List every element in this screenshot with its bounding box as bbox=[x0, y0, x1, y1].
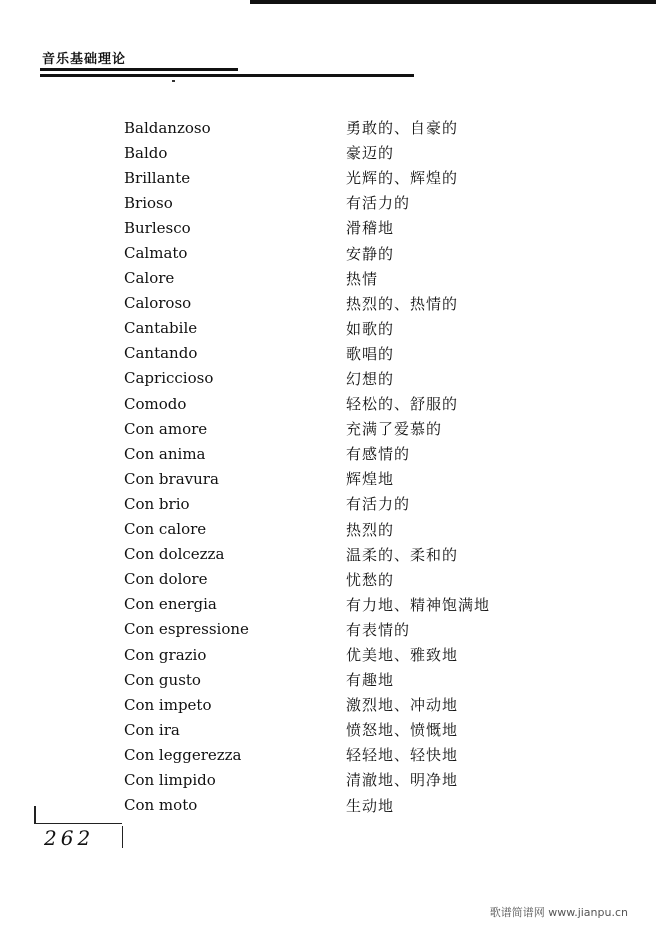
chinese-meaning: 充满了爱慕的 bbox=[346, 420, 443, 439]
italian-term: Calmato bbox=[124, 244, 188, 263]
chinese-meaning: 辉煌地 bbox=[346, 470, 395, 489]
glossary-entry bbox=[124, 140, 544, 165]
italian-term: Con espressione bbox=[124, 620, 249, 639]
italian-term: Con gusto bbox=[124, 670, 201, 689]
glossary-entry bbox=[124, 592, 544, 617]
italian-term: Baldo bbox=[124, 143, 168, 162]
italian-term: Con impeto bbox=[124, 695, 212, 714]
glossary-entry bbox=[124, 667, 544, 692]
chinese-meaning: 热烈的 bbox=[346, 520, 395, 539]
chinese-meaning: 温柔的、柔和的 bbox=[346, 545, 459, 564]
chinese-meaning: 光辉的、辉煌的 bbox=[346, 169, 459, 188]
glossary-entry bbox=[124, 266, 544, 291]
italian-term: Cantando bbox=[124, 344, 198, 363]
glossary-entry bbox=[124, 366, 544, 391]
italian-term: Brioso bbox=[124, 193, 173, 212]
glossary-entry bbox=[124, 441, 544, 466]
chinese-meaning: 激烈地、冲动地 bbox=[346, 696, 459, 715]
italian-term: Baldanzoso bbox=[124, 118, 211, 137]
chinese-meaning: 勇敢的、自豪的 bbox=[346, 119, 459, 138]
page-number-divider bbox=[122, 826, 123, 848]
chinese-meaning: 生动地 bbox=[346, 796, 395, 815]
glossary-entry bbox=[124, 692, 544, 717]
glossary-entry bbox=[124, 793, 544, 818]
glossary-entry bbox=[124, 240, 544, 265]
glossary-entry bbox=[124, 617, 544, 642]
chinese-meaning: 热烈的、热情的 bbox=[346, 294, 459, 313]
italian-term: Con anima bbox=[124, 444, 206, 463]
italian-term: Con leggerezza bbox=[124, 745, 242, 764]
italian-term: Brillante bbox=[124, 168, 191, 187]
running-header-title: 音乐基础理论 bbox=[42, 52, 127, 67]
glossary-entry bbox=[124, 341, 544, 366]
chinese-meaning: 有活力的 bbox=[346, 495, 411, 514]
chinese-meaning: 滑稽地 bbox=[346, 219, 395, 238]
chinese-meaning: 优美地、雅致地 bbox=[346, 646, 459, 665]
italian-term: Con grazio bbox=[124, 645, 207, 664]
italian-term: Con calore bbox=[124, 520, 207, 539]
italian-term: Con limpido bbox=[124, 770, 216, 789]
glossary-entry bbox=[124, 717, 544, 742]
glossary-entry bbox=[124, 416, 544, 441]
chinese-meaning: 有感情的 bbox=[346, 445, 411, 464]
chinese-meaning: 歌唱的 bbox=[346, 344, 395, 363]
chinese-meaning: 热情 bbox=[346, 269, 379, 288]
glossary-entry bbox=[124, 215, 544, 240]
glossary-term-list bbox=[124, 115, 544, 818]
italian-term: Capriccioso bbox=[124, 369, 214, 388]
header-rule-mark bbox=[172, 80, 175, 82]
glossary-entry bbox=[124, 742, 544, 767]
italian-term: Con bravura bbox=[124, 469, 219, 488]
chinese-meaning: 轻松的、舒服的 bbox=[346, 395, 459, 414]
italian-term: Con ira bbox=[124, 720, 180, 739]
site-watermark: 歌谱简谱网 www.jianpu.cn bbox=[489, 906, 628, 919]
chinese-meaning: 如歌的 bbox=[346, 319, 395, 338]
glossary-entry bbox=[124, 642, 544, 667]
glossary-entry bbox=[124, 115, 544, 140]
italian-term: Con dolcezza bbox=[124, 545, 225, 564]
top-edge-rule bbox=[250, 0, 656, 4]
page-number-rule bbox=[34, 823, 122, 824]
italian-term: Caloroso bbox=[124, 294, 192, 313]
glossary-entry bbox=[124, 391, 544, 416]
glossary-entry bbox=[124, 517, 544, 542]
italian-term: Con brio bbox=[124, 494, 190, 513]
italian-term: Con amore bbox=[124, 419, 208, 438]
glossary-entry bbox=[124, 567, 544, 592]
chinese-meaning: 有力地、精神饱满地 bbox=[346, 595, 491, 614]
chinese-meaning: 有趣地 bbox=[346, 671, 395, 690]
italian-term: Calore bbox=[124, 269, 175, 288]
italian-term: Con dolore bbox=[124, 570, 208, 589]
chinese-meaning: 幻想的 bbox=[346, 369, 395, 388]
chinese-meaning: 愤怒地、愤慨地 bbox=[346, 721, 459, 740]
chinese-meaning: 清澈地、明净地 bbox=[346, 771, 459, 790]
italian-term: Cantabile bbox=[124, 319, 198, 338]
chinese-meaning: 有活力的 bbox=[346, 194, 411, 213]
chinese-meaning: 轻轻地、轻快地 bbox=[346, 746, 459, 765]
glossary-entry bbox=[124, 291, 544, 316]
glossary-entry bbox=[124, 316, 544, 341]
chinese-meaning: 忧愁的 bbox=[346, 570, 395, 589]
italian-term: Con moto bbox=[124, 796, 198, 815]
italian-term: Burlesco bbox=[124, 218, 191, 237]
glossary-entry bbox=[124, 767, 544, 792]
glossary-entry bbox=[124, 165, 544, 190]
italian-term: Con energia bbox=[124, 595, 217, 614]
chinese-meaning: 豪迈的 bbox=[346, 144, 395, 163]
glossary-entry bbox=[124, 190, 544, 215]
page-corner-mark bbox=[34, 806, 36, 824]
glossary-entry bbox=[124, 491, 544, 516]
page-number: 262 bbox=[44, 826, 95, 850]
glossary-entry bbox=[124, 542, 544, 567]
header-rule-short bbox=[40, 68, 238, 71]
chinese-meaning: 安静的 bbox=[346, 244, 395, 263]
glossary-entry bbox=[124, 466, 544, 491]
chinese-meaning: 有表情的 bbox=[346, 620, 411, 639]
header-rule-long bbox=[40, 74, 414, 77]
italian-term: Comodo bbox=[124, 394, 187, 413]
